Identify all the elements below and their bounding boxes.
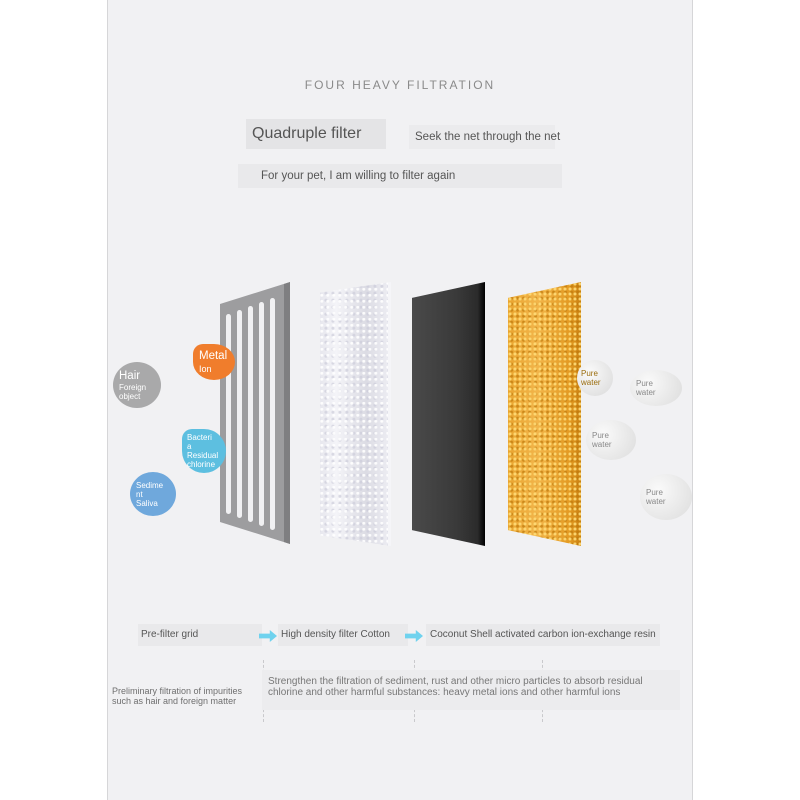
sediment-label-1: Sedime — [136, 480, 164, 490]
main-description: Strengthen the filtration of sediment, rust and other micro particles to absorb residual chlorine and other harmful substances: heavy metal ions and other harmful ions — [262, 670, 680, 710]
pure-label: Pure — [581, 369, 598, 378]
sediment-bubble — [130, 472, 176, 516]
step-pre-filter-grid: Pre-filter grid — [138, 624, 262, 646]
bacteria-label-3: Residual — [187, 451, 219, 460]
hair-bubble — [113, 362, 161, 408]
sediment-label-3: Saliva — [136, 498, 158, 508]
pure-water-bubble — [640, 474, 692, 520]
water-label: water — [581, 378, 601, 387]
metal-label: Metal — [199, 350, 228, 362]
carbon-filter-graphic — [412, 282, 485, 546]
sediment-label-2: nt — [136, 489, 143, 499]
eyebrow-heading: FOUR HEAVY FILTRATION — [304, 78, 496, 92]
bacteria-label-1: Bacteri — [187, 433, 212, 442]
water-label: water — [592, 440, 612, 449]
pure-label: Pure — [636, 379, 653, 388]
preliminary-description: Preliminary filtration of impurities such as hair and foreign matter — [112, 686, 243, 706]
hair-label-2: Foreign — [119, 383, 147, 392]
panel-left-edge — [107, 0, 108, 800]
pure-water-bubble — [586, 420, 636, 460]
bacteria-label-4: chlorine — [187, 460, 216, 469]
pure-water-bubble — [577, 360, 613, 396]
step-cotton: High density filter Cotton — [278, 624, 408, 646]
metal-ion-bubble — [193, 344, 235, 380]
title-box: Quadruple filter — [246, 119, 386, 149]
bacteria-bubble — [182, 429, 226, 473]
subtitle-box: Seek the net through the net — [409, 125, 555, 149]
water-label: water — [646, 497, 666, 506]
pure-label: Pure — [646, 488, 663, 497]
resin-filter-graphic — [508, 282, 581, 546]
bacteria-label-2: a — [187, 442, 192, 451]
pure-water-bubble — [630, 370, 682, 406]
water-label: water — [636, 388, 656, 397]
ion-label: Ion — [199, 364, 212, 374]
pre-filter-grid-graphic — [218, 282, 292, 544]
cotton-filter-graphic — [314, 282, 391, 546]
panel-right-edge — [692, 0, 693, 800]
tagline-box: For your pet, I am willing to filter again — [238, 164, 562, 188]
step-carbon-resin: Coconut Shell activated carbon ion-exchange resin — [426, 624, 660, 646]
hair-label: Hair — [119, 370, 141, 382]
pure-label: Pure — [592, 431, 609, 440]
hair-label-3: object — [119, 392, 141, 401]
